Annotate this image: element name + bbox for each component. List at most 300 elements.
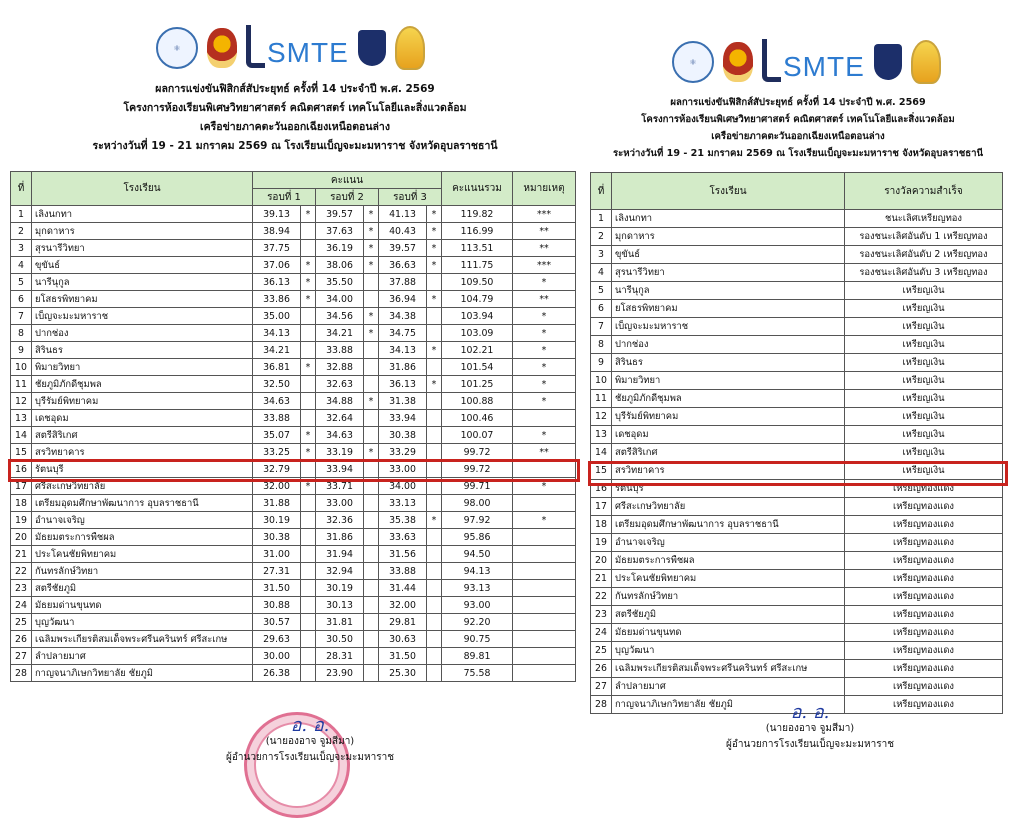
cell-note: [513, 648, 576, 665]
table-row: [11, 529, 576, 546]
cell-no: 11: [591, 390, 612, 408]
cell-no: 5: [11, 274, 32, 291]
cell-r1-mark: [301, 648, 316, 665]
cell-r2: 34.21: [316, 325, 364, 342]
table-row: [591, 624, 1003, 642]
cell-r2: 30.19: [316, 580, 364, 597]
cell-r2-mark: *: [364, 444, 379, 461]
cell-school: ขุขันธ์: [32, 257, 253, 274]
cell-no: 9: [591, 354, 612, 372]
cell-r1: 30.38: [253, 529, 301, 546]
table-row: [11, 308, 576, 325]
cell-award: เหรียญเงิน: [845, 318, 1003, 336]
cell-r3-mark: [427, 495, 442, 512]
cell-r1: 34.13: [253, 325, 301, 342]
institute-logo: [874, 44, 902, 80]
cell-r1-mark: [301, 240, 316, 257]
cell-r2-mark: [364, 410, 379, 427]
cell-r3: 33.88: [379, 563, 427, 580]
table-row: [11, 648, 576, 665]
cell-r3: 31.86: [379, 359, 427, 376]
cell-no: 5: [591, 282, 612, 300]
cell-r2: 34.63: [316, 427, 364, 444]
cell-r2-mark: *: [364, 223, 379, 240]
smte-logo: SMTE: [762, 42, 865, 82]
col-total-header: คะแนนรวม: [442, 172, 513, 206]
table-row: [591, 642, 1003, 660]
cell-r3-mark: [427, 563, 442, 580]
cell-school: ขุขันธ์: [612, 246, 845, 264]
cell-r2-mark: *: [364, 393, 379, 410]
cell-note: [513, 614, 576, 631]
table-row: [11, 342, 576, 359]
table-row: [591, 318, 1003, 336]
left-heading: [20, 80, 570, 156]
cell-r2-mark: [364, 274, 379, 291]
left-signature: [200, 715, 420, 766]
cell-no: 22: [591, 588, 612, 606]
col-no-header: ที่: [591, 173, 612, 210]
cell-no: 10: [591, 372, 612, 390]
cell-no: 16: [11, 461, 32, 478]
cell-r3-mark: [427, 478, 442, 495]
table-row: [11, 478, 576, 495]
table-row: [11, 495, 576, 512]
cell-r2: 32.88: [316, 359, 364, 376]
cell-award: เหรียญเงิน: [845, 372, 1003, 390]
cell-r1-mark: *: [301, 444, 316, 461]
cell-r3-mark: [427, 546, 442, 563]
cell-no: 14: [11, 427, 32, 444]
col-note-header: หมายเหตุ: [513, 172, 576, 206]
table-row: [591, 534, 1003, 552]
cell-school: สตรีชัยภูมิ: [612, 606, 845, 624]
cell-school: พิมายวิทยา: [32, 359, 253, 376]
cell-r3: 30.63: [379, 631, 427, 648]
royal-emblem-logo: [911, 40, 941, 84]
table-row: [11, 512, 576, 529]
table-row: [11, 461, 576, 478]
cell-r2-mark: [364, 478, 379, 495]
table-row: [591, 390, 1003, 408]
cell-school: ศรีสะเกษวิทยาลัย: [32, 478, 253, 495]
cell-note: [513, 410, 576, 427]
cell-r1-mark: *: [301, 427, 316, 444]
cell-r3: 33.00: [379, 461, 427, 478]
cell-r3: 30.38: [379, 427, 427, 444]
cell-r3-mark: *: [427, 206, 442, 223]
cell-no: 20: [591, 552, 612, 570]
cell-total: 92.20: [442, 614, 513, 631]
cell-no: 17: [11, 478, 32, 495]
cell-r1-mark: [301, 631, 316, 648]
heading-line: ผลการแข่งขันฟิสิกส์สัประยุทธ์ ครั้งที่ 14 ประจำปี พ.ศ. 2569: [670, 97, 926, 108]
cell-r1-mark: [301, 376, 316, 393]
cell-r3: 31.38: [379, 393, 427, 410]
table-row: [11, 427, 576, 444]
heading-line: โครงการห้องเรียนพิเศษวิทยาศาสตร์ คณิตศาสตร์ เทคโนโลยีและสิ่งแวดล้อม: [123, 102, 467, 114]
cell-award: เหรียญเงิน: [845, 408, 1003, 426]
cell-total: 116.99: [442, 223, 513, 240]
cell-r1-mark: [301, 223, 316, 240]
table-row: [591, 570, 1003, 588]
cell-school: บุญวัฒนา: [612, 642, 845, 660]
cell-school: กาญจนาภิเษกวิทยาลัย ชัยภูมิ: [32, 665, 253, 682]
institute-logo: [358, 30, 386, 66]
cell-total: 75.58: [442, 665, 513, 682]
cell-school: รัตนบุรี: [32, 461, 253, 478]
cell-r1: 26.38: [253, 665, 301, 682]
table-row: [591, 462, 1003, 480]
cell-r1-mark: *: [301, 291, 316, 308]
cell-r3-mark: [427, 427, 442, 444]
cell-note: [513, 631, 576, 648]
cell-r1-mark: [301, 580, 316, 597]
cell-no: 26: [591, 660, 612, 678]
col-score-header: คะแนน: [253, 172, 442, 189]
cell-no: 6: [591, 300, 612, 318]
cell-r3: 33.63: [379, 529, 427, 546]
cell-r3-mark: *: [427, 223, 442, 240]
cell-note: **: [513, 444, 576, 461]
cell-no: 21: [11, 546, 32, 563]
cell-award: เหรียญเงิน: [845, 390, 1003, 408]
cell-r2-mark: *: [364, 257, 379, 274]
cell-total: 111.75: [442, 257, 513, 274]
award-table-body: [591, 210, 1003, 714]
cell-school: นารีนุกูล: [612, 282, 845, 300]
cell-school: เบ็ญจะมะมหาราช: [32, 308, 253, 325]
cell-no: 25: [11, 614, 32, 631]
cell-r2-mark: [364, 631, 379, 648]
cell-no: 4: [11, 257, 32, 274]
cell-school: สตรีชัยภูมิ: [32, 580, 253, 597]
cell-total: 94.13: [442, 563, 513, 580]
table-row: [11, 665, 576, 682]
cell-r3: 31.50: [379, 648, 427, 665]
table-row: [591, 606, 1003, 624]
cell-total: 104.79: [442, 291, 513, 308]
table-row: [11, 546, 576, 563]
cell-total: 101.54: [442, 359, 513, 376]
cell-r3-mark: *: [427, 240, 442, 257]
cell-no: 1: [11, 206, 32, 223]
cell-r3: 33.94: [379, 410, 427, 427]
table-row: [591, 264, 1003, 282]
cell-r3-mark: *: [427, 291, 442, 308]
cell-r3: 37.88: [379, 274, 427, 291]
table-row: [11, 359, 576, 376]
cell-note: [513, 495, 576, 512]
cell-no: 15: [591, 462, 612, 480]
right-logo-strip: [672, 40, 941, 84]
cell-r1: 35.07: [253, 427, 301, 444]
cell-school: สุรนารีวิทยา: [32, 240, 253, 257]
cell-r2-mark: *: [364, 325, 379, 342]
cell-no: 12: [11, 393, 32, 410]
cell-r1-mark: [301, 597, 316, 614]
cell-r1: 30.57: [253, 614, 301, 631]
cell-note: [513, 597, 576, 614]
cell-note: *: [513, 376, 576, 393]
cell-note: *: [513, 478, 576, 495]
table-row: [11, 274, 576, 291]
cell-r2: 31.94: [316, 546, 364, 563]
table-row: [11, 580, 576, 597]
cell-school: มัธยมตระการพืชผล: [612, 552, 845, 570]
cell-award: เหรียญทองแดง: [845, 660, 1003, 678]
cell-r2-mark: [364, 665, 379, 682]
cell-no: 9: [11, 342, 32, 359]
cell-r2: 31.86: [316, 529, 364, 546]
cell-no: 25: [591, 642, 612, 660]
cell-no: 6: [11, 291, 32, 308]
physics-atom-logo: ⚛: [156, 27, 198, 69]
cell-r2: 30.13: [316, 597, 364, 614]
cell-r1: 37.06: [253, 257, 301, 274]
cell-no: 7: [11, 308, 32, 325]
heading-line: ระหว่างวันที่ 19 - 21 มกราคม 2569 ณ โรงเรียนเบ็ญจะมะมหาราช จังหวัดอุบลราชธานี: [92, 140, 498, 152]
heading-line: ระหว่างวันที่ 19 - 21 มกราคม 2569 ณ โรงเรียนเบ็ญจะมะมหาราช จังหวัดอุบลราชธานี: [612, 148, 984, 159]
cell-r2-mark: [364, 359, 379, 376]
cell-r1-mark: [301, 614, 316, 631]
cell-total: 90.75: [442, 631, 513, 648]
cell-award: รองชนะเลิศอันดับ 1 เหรียญทอง: [845, 228, 1003, 246]
cell-school: อำนาจเจริญ: [32, 512, 253, 529]
cell-note: *: [513, 308, 576, 325]
cell-school: ลำปลายมาศ: [612, 678, 845, 696]
cell-r1: 33.88: [253, 410, 301, 427]
cell-school: สตรีสิริเกศ: [612, 444, 845, 462]
cell-total: 93.13: [442, 580, 513, 597]
cell-r1: 36.13: [253, 274, 301, 291]
cell-r1: 30.00: [253, 648, 301, 665]
cell-r2: 33.94: [316, 461, 364, 478]
cell-r2: 32.64: [316, 410, 364, 427]
table-row: [11, 240, 576, 257]
cell-r1: 36.81: [253, 359, 301, 376]
cell-r3: 32.00: [379, 597, 427, 614]
table-row: [11, 631, 576, 648]
cell-no: 13: [591, 426, 612, 444]
cell-total: 99.72: [442, 444, 513, 461]
cell-total: 97.92: [442, 512, 513, 529]
cell-note: **: [513, 223, 576, 240]
cell-r3-mark: [427, 614, 442, 631]
cell-award: เหรียญทองแดง: [845, 606, 1003, 624]
cell-r1-mark: *: [301, 274, 316, 291]
cell-r2-mark: *: [364, 206, 379, 223]
cell-no: 23: [591, 606, 612, 624]
signer-title: ผู้อำนวยการโรงเรียนเบ็ญจะมะมหาราช: [726, 739, 894, 750]
table-row: [11, 376, 576, 393]
cell-school: มุกดาหาร: [612, 228, 845, 246]
table-row: [11, 597, 576, 614]
col-school-header: โรงเรียน: [612, 173, 845, 210]
signer-title: ผู้อำนวยการโรงเรียนเบ็ญจะมะมหาราช: [226, 752, 394, 763]
table-row: [591, 516, 1003, 534]
cell-award: เหรียญทองแดง: [845, 534, 1003, 552]
cell-note: ***: [513, 257, 576, 274]
col-no-header: ที่: [11, 172, 32, 206]
cell-award: ชนะเลิศเหรียญทอง: [845, 210, 1003, 228]
cell-school: ประโคนชัยพิทยาคม: [32, 546, 253, 563]
cell-no: 21: [591, 570, 612, 588]
cell-school: เฉลิมพระเกียรติสมเด็จพระศรีนครินทร์ ศรีสะเกษ: [612, 660, 845, 678]
cell-r3-mark: [427, 325, 442, 342]
cell-note: **: [513, 291, 576, 308]
cell-note: *: [513, 342, 576, 359]
cell-school: สรวิทยาคาร: [32, 444, 253, 461]
col-r1-header: รอบที่ 1: [253, 189, 316, 206]
col-r3-header: รอบที่ 3: [379, 189, 442, 206]
cell-r2: 32.94: [316, 563, 364, 580]
cell-school: กันทรลักษ์วิทยา: [32, 563, 253, 580]
cell-r2-mark: [364, 529, 379, 546]
cell-school: ลำปลายมาศ: [32, 648, 253, 665]
cell-note: [513, 665, 576, 682]
cell-note: *: [513, 359, 576, 376]
royal-emblem-logo: [395, 26, 425, 70]
cell-no: 17: [591, 498, 612, 516]
right-heading: [590, 94, 1006, 162]
cell-r1-mark: [301, 512, 316, 529]
cell-school: มัธยมด่านขุนทด: [32, 597, 253, 614]
cell-r1-mark: [301, 563, 316, 580]
cell-r1: 37.75: [253, 240, 301, 257]
cell-r3: 39.57: [379, 240, 427, 257]
cell-school: ประโคนชัยพิทยาคม: [612, 570, 845, 588]
cell-r1: 35.00: [253, 308, 301, 325]
cell-r1: 34.21: [253, 342, 301, 359]
cell-r1-mark: [301, 495, 316, 512]
cell-r3-mark: [427, 461, 442, 478]
cell-school: เลิงนกทา: [612, 210, 845, 228]
cell-award: เหรียญเงิน: [845, 300, 1003, 318]
cell-award: เหรียญทองแดง: [845, 570, 1003, 588]
cell-total: 103.94: [442, 308, 513, 325]
cell-note: [513, 563, 576, 580]
table-row: [591, 300, 1003, 318]
cell-total: 100.88: [442, 393, 513, 410]
cell-school: เบ็ญจะมะมหาราช: [612, 318, 845, 336]
table-row: [591, 282, 1003, 300]
cell-note: [513, 546, 576, 563]
cell-r1-mark: [301, 461, 316, 478]
cell-r3-mark: [427, 274, 442, 291]
table-row: [11, 614, 576, 631]
cell-note: *: [513, 393, 576, 410]
cell-award: เหรียญเงิน: [845, 354, 1003, 372]
cell-r3-mark: [427, 308, 442, 325]
cell-total: 103.09: [442, 325, 513, 342]
cell-r3: 25.30: [379, 665, 427, 682]
cell-school: รัตนบุรี: [612, 480, 845, 498]
cell-r3-mark: *: [427, 512, 442, 529]
cell-r1: 32.00: [253, 478, 301, 495]
cell-school: กาญจนาภิเษกวิทยาลัย ชัยภูมิ: [612, 696, 845, 714]
cell-r2-mark: [364, 580, 379, 597]
cell-r2-mark: [364, 427, 379, 444]
cell-note: [513, 461, 576, 478]
cell-no: 19: [591, 534, 612, 552]
cell-award: เหรียญเงิน: [845, 444, 1003, 462]
cell-r2-mark: [364, 546, 379, 563]
cell-total: 101.25: [442, 376, 513, 393]
cell-r2-mark: [364, 495, 379, 512]
cell-r3: 34.38: [379, 308, 427, 325]
cell-no: 4: [591, 264, 612, 282]
cell-note: *: [513, 274, 576, 291]
cell-r2: 33.19: [316, 444, 364, 461]
cell-r3: 41.13: [379, 206, 427, 223]
cell-award: เหรียญเงิน: [845, 426, 1003, 444]
heading-line: ผลการแข่งขันฟิสิกส์สัประยุทธ์ ครั้งที่ 14 ประจำปี พ.ศ. 2569: [155, 83, 435, 95]
col-r2-header: รอบที่ 2: [316, 189, 379, 206]
cell-school: เลิงนกทา: [32, 206, 253, 223]
smte-logo: SMTE: [246, 28, 349, 68]
table-row: [11, 444, 576, 461]
cell-no: 22: [11, 563, 32, 580]
cell-r1-mark: [301, 410, 316, 427]
cell-school: กันทรลักษ์วิทยา: [612, 588, 845, 606]
cell-no: 8: [591, 336, 612, 354]
cell-no: 12: [591, 408, 612, 426]
cell-total: 89.81: [442, 648, 513, 665]
cell-total: 109.50: [442, 274, 513, 291]
cell-school: สิรินธร: [32, 342, 253, 359]
cell-school: ศรีสะเกษวิทยาลัย: [612, 498, 845, 516]
cell-no: 7: [591, 318, 612, 336]
cell-no: 2: [591, 228, 612, 246]
cell-r3: 36.94: [379, 291, 427, 308]
col-school-header: โรงเรียน: [32, 172, 253, 206]
cell-r3: 36.13: [379, 376, 427, 393]
cell-r1: 32.79: [253, 461, 301, 478]
signature-mark: อ. อ.: [290, 715, 330, 736]
cell-r1: 30.88: [253, 597, 301, 614]
cell-school: เดชอุดม: [612, 426, 845, 444]
cell-r2-mark: [364, 376, 379, 393]
cell-r1: 38.94: [253, 223, 301, 240]
cell-school: เตรียมอุดมศึกษาพัฒนาการ อุบลราชธานี: [32, 495, 253, 512]
cell-r2: 34.88: [316, 393, 364, 410]
cell-r3: 29.81: [379, 614, 427, 631]
cell-school: อำนาจเจริญ: [612, 534, 845, 552]
cell-total: 99.71: [442, 478, 513, 495]
cell-r1-mark: *: [301, 478, 316, 495]
award-table: [590, 172, 1003, 714]
cell-r2-mark: [364, 461, 379, 478]
cell-school: นารีนุกูล: [32, 274, 253, 291]
cell-r2: 32.63: [316, 376, 364, 393]
cell-r1-mark: [301, 308, 316, 325]
cell-total: 102.21: [442, 342, 513, 359]
cell-r2-mark: *: [364, 308, 379, 325]
cell-no: 13: [11, 410, 32, 427]
table-row: [11, 563, 576, 580]
cell-no: 16: [591, 480, 612, 498]
cell-total: 119.82: [442, 206, 513, 223]
cell-r2-mark: [364, 614, 379, 631]
cell-r3: 31.44: [379, 580, 427, 597]
cell-r3: 33.13: [379, 495, 427, 512]
cell-note: *: [513, 512, 576, 529]
table-row: [591, 372, 1003, 390]
table-row: [11, 223, 576, 240]
cell-r2: 33.00: [316, 495, 364, 512]
table-row: [591, 228, 1003, 246]
